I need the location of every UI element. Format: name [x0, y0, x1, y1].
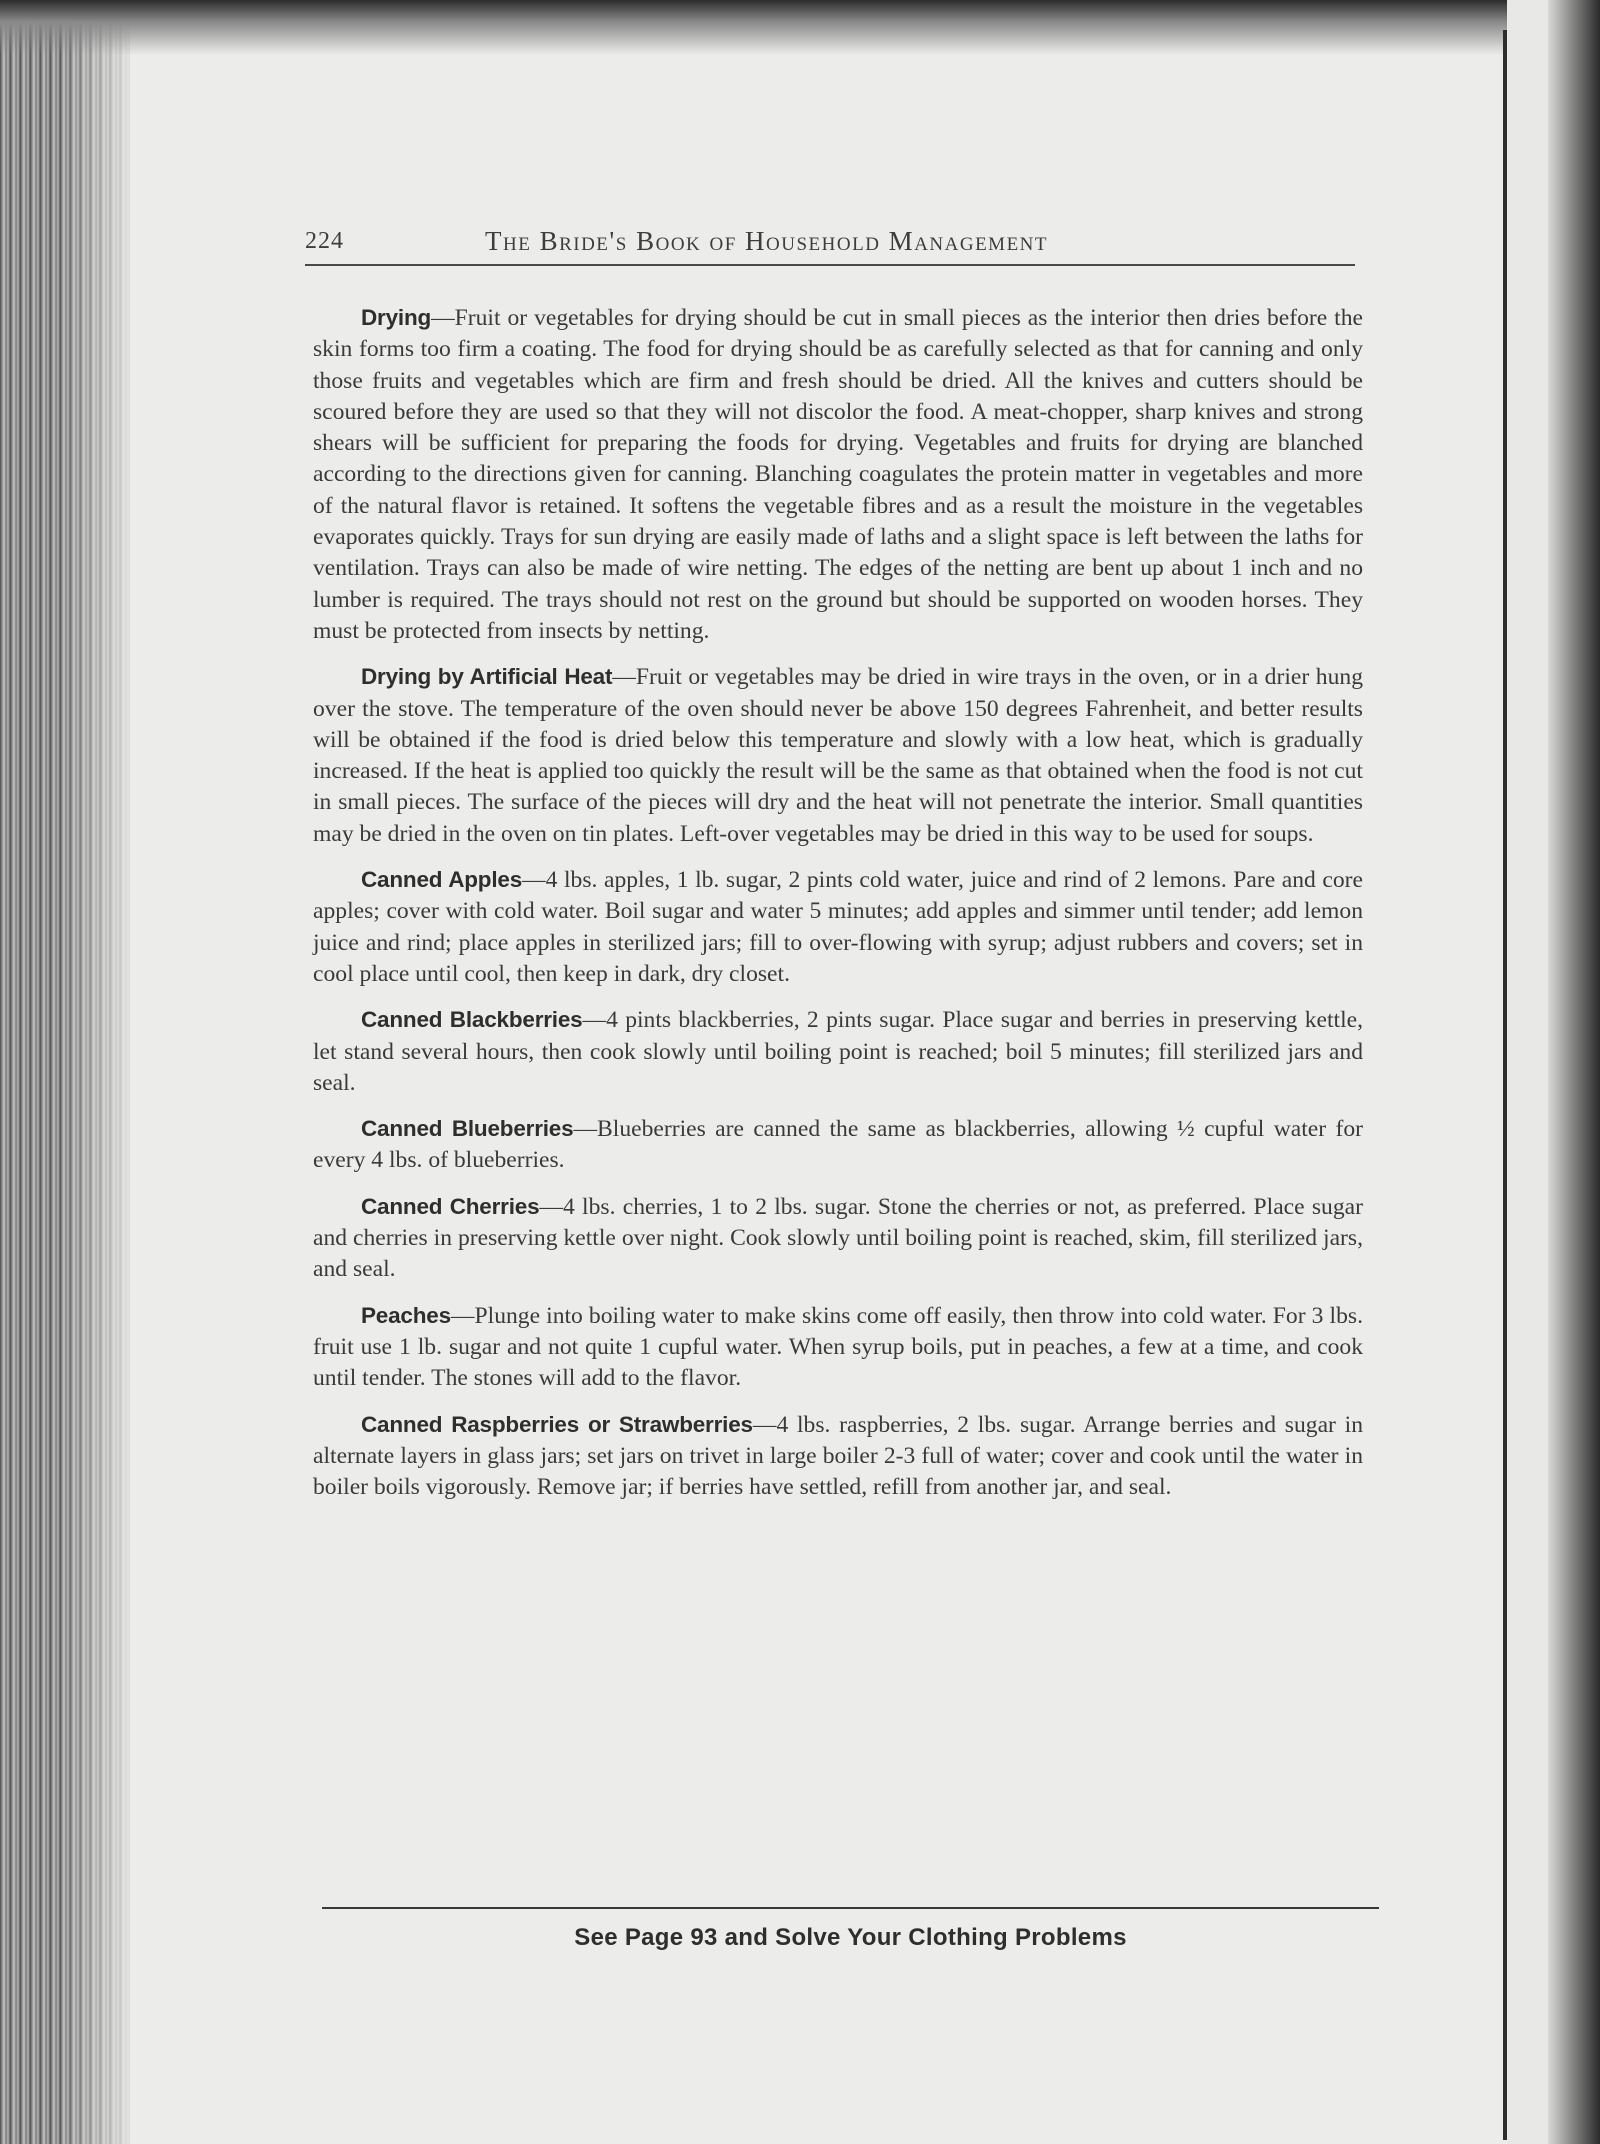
paragraph-canned-apples [313, 864, 1363, 990]
paragraph-term: Canned Cherries [361, 1193, 540, 1219]
paragraph-term: Drying [361, 305, 432, 330]
paragraph-canned-blueberries [313, 1113, 1363, 1177]
top-edge-shadow [0, 0, 1600, 55]
paragraph-canned-cherries [313, 1191, 1363, 1286]
paragraph-term: Drying by Artificial Heat [361, 664, 613, 690]
paragraph-drying-artificial-heat [313, 661, 1363, 850]
paragraph-drying [313, 302, 1363, 647]
paragraph-term: Canned Blueberries [361, 1116, 574, 1142]
paragraph-text: —4 lbs. cherries, 1 to 2 lbs. sugar. Stone the cherries or not, as preferred. Place sugar and cherries in preserving kettle over night. Cook slowly until boiling point is reached, skim, fill sterilized jars, and seal. [313, 1193, 1363, 1283]
right-edge-shadow [1548, 0, 1600, 2144]
body-text [313, 302, 1363, 1517]
paragraph-text: —4 lbs. raspberries, 2 lbs. sugar. Arrange berries and sugar in alternate layers in glass jars; set jars on trivet in large boiler 2-3 full of water; cover and cook until the water in boiler boils vigorously. Remove jar; if berries have settled, refill from another jar, and seal. [313, 1411, 1363, 1501]
paragraph-text: —4 lbs. apples, 1 lb. sugar, 2 pints cold water, juice and rind of 2 lemons. Pare and core apples; cover with cold water. Boil sugar and water 5 minutes; add apples and simmer until tender; add lemon juice and rind; place apples in sterilized jars; fill to over-flowing with syrup; adjust rubbers and covers; set in cool place until cool, then keep in dark, dry closet. [313, 867, 1364, 987]
paragraph-text: —Plunge into boiling water to make skins come off easily, then throw into cold water. For 3 lbs. fruit use 1 lb. sugar and not quite 1 cupful water. When syrup boils, put in peaches, a few at a time, and cook until tender. The stones will add to the flavor. [313, 1302, 1363, 1392]
page-edge-shading [60, 0, 140, 2144]
facing-page-edge-line [1503, 30, 1507, 2140]
running-header [305, 228, 1355, 264]
page-number: 224 [305, 228, 344, 254]
paragraph-term: Peaches [361, 1302, 451, 1328]
paragraph-term: Canned Blackberries [361, 1007, 583, 1033]
paragraph-text: —Fruit or vegetables for drying should be cut in small pieces as the interior then dries before the skin forms too firm a coating. The food for drying should be as carefully selected as that for canning and only those fruits and vegetables which are firm and fresh should be dried. All the knives and cutters should be scoured before they are used so that they will not discolor the food. A meat-chopper, sharp knives and strong shears will be sufficient for preparing the foods for drying. Vegetables and fruits for drying are blanched according to the directions given for canning. Blanching coagulates the protein matter in vegetables and more of the natural flavor is retained. It softens the vegetable fibres and as a result the moisture in the vegetables evaporates quickly. Trays for sun drying are easily made of laths and a slight space is left between the laths for ventilation. Trays can also be made of wire netting. The edges of the netting are bent up about 1 inch and no lumber is required. The trays should not rest on the ground but should be supported on wooden horses. They must be protected from insects by netting. [313, 305, 1363, 644]
paragraph-text: —4 pints blackberries, 2 pints sugar. Place sugar and berries in preserving kettle, let stand several hours, then cook slowly until boiling point is reached; boil 5 minutes; fill sterilized jars and seal. [313, 1007, 1363, 1096]
paragraph-text: —Fruit or vegetables may be dried in wire trays in the oven, or in a drier hung over the stove. The temperature of the oven should never be above 150 degrees Fahrenheit, and better results will be obtained if the food is dried below this temperature and slowly with a low heat, which is gradually increased. If the heat is applied too quickly the result will be the same as that obtained when the food is not cut in small pieces. The surface of the pieces will dry and the heat will not penetrate the interior. Small quantities may be dried in the oven on tin plates. Left-over vegetables may be dried in this way to be used for soups. [313, 664, 1363, 847]
running-title: The Bride's Book of Household Management [485, 226, 1049, 256]
paragraph-canned-blackberries [313, 1004, 1363, 1099]
paragraph-canned-raspberries [313, 1409, 1363, 1504]
paragraph-term: Canned Raspberries or Strawberries [361, 1411, 753, 1437]
paragraph-term: Canned Apples [361, 867, 523, 893]
paragraph-peaches [313, 1300, 1363, 1395]
footer-rule [322, 1907, 1379, 1909]
footer-advertisement: See Page 93 and Solve Your Clothing Problems [574, 1924, 1127, 1951]
paragraph-text: —Blueberries are canned the same as blackberries, allowing ½ cupful water for every 4 lbs. of blueberries. [313, 1116, 1363, 1174]
header-rule [305, 264, 1355, 266]
